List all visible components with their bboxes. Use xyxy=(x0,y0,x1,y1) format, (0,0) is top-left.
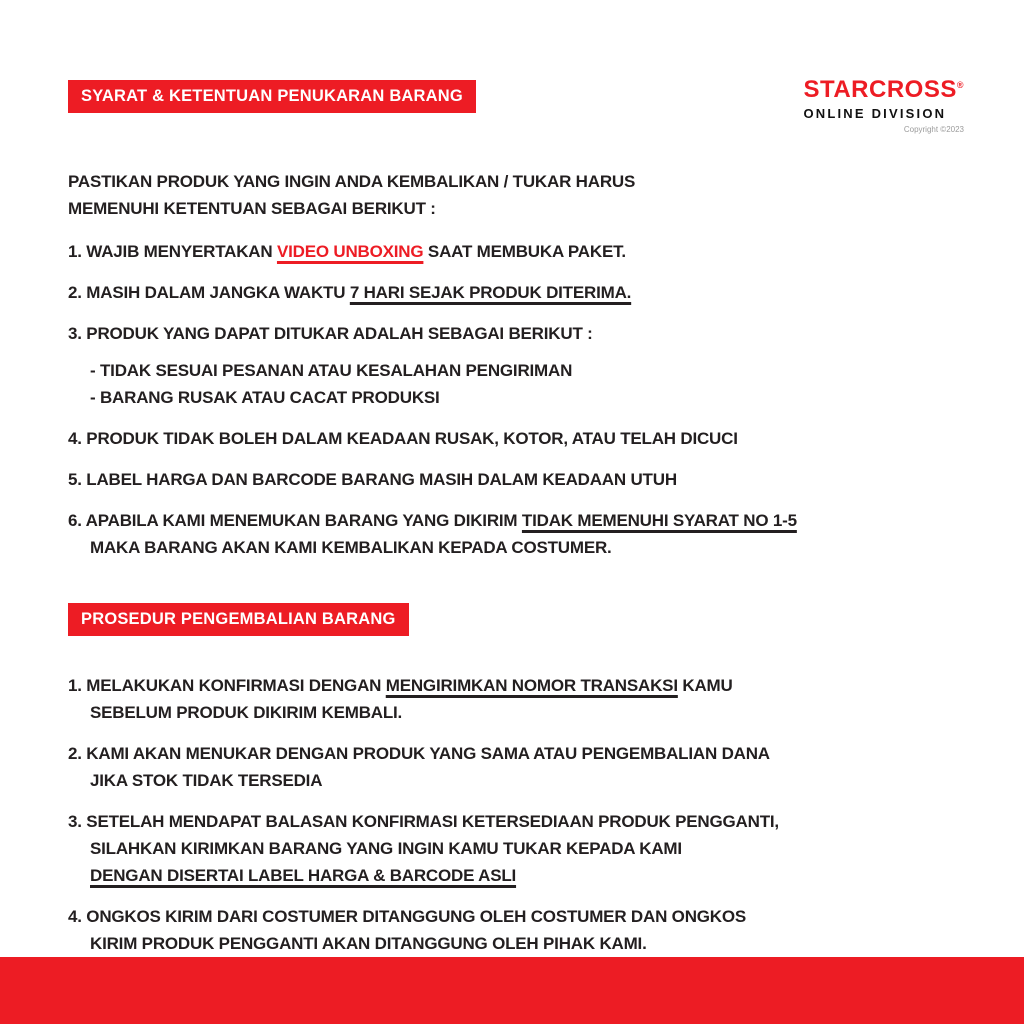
terms-item-6-pre: 6. APABILA KAMI MENEMUKAN BARANG YANG DIKIRIM xyxy=(68,511,522,530)
terms-item-3 xyxy=(68,320,964,411)
terms-item-1-pre: 1. WAJIB MENYERTAKAN xyxy=(68,242,277,261)
section-title-badge-terms: SYARAT & KETENTUAN PENUKARAN BARANG xyxy=(68,80,476,113)
brand-block xyxy=(803,78,964,134)
terms-item-5: 5. LABEL HARGA DAN BARCODE BARANG MASIH DALAM KEADAAN UTUH xyxy=(68,470,677,489)
section-title-badge-procedure: PROSEDUR PENGEMBALIAN BARANG xyxy=(68,603,409,636)
procedure-item-2-line1: 2. KAMI AKAN MENUKAR DENGAN PRODUK YANG SAMA ATAU PENGEMBALIAN DANA xyxy=(68,743,770,763)
procedure-item-1-line1 xyxy=(68,672,964,699)
procedure-section xyxy=(68,603,964,636)
terms-item-6-line2: MAKA BARANG AKAN KAMI KEMBALIKAN KEPADA COSTUMER. xyxy=(90,538,612,557)
terms-item-3-sub1: - TIDAK SESUAI PESANAN ATAU KESALAHAN PENGIRIMAN xyxy=(90,361,573,380)
procedure-item-4-line1: 4. ONGKOS KIRIM DARI COSTUMER DITANGGUNG OLEH COSTUMER DAN ONGKOS xyxy=(68,906,747,926)
terms-intro-line2: MEMENUHI KETENTUAN SEBAGAI BERIKUT : xyxy=(68,199,436,218)
brand-division-label: ONLINE DIVISION xyxy=(803,106,947,121)
procedure-item-1 xyxy=(68,672,964,726)
terms-item-1-post: SAAT MEMBUKA PAKET. xyxy=(423,242,626,261)
terms-item-2-underlined: 7 HARI SEJAK PRODUK DITERIMA. xyxy=(349,283,632,302)
procedure-item-1-line2: SEBELUM PRODUK DIKIRIM KEMBALI. xyxy=(90,702,403,722)
terms-item-2-pre: 2. MASIH DALAM JANGKA WAKTU xyxy=(68,283,350,302)
brand-copyright: Copyright ©2023 xyxy=(903,125,964,134)
terms-item-4: 4. PRODUK TIDAK BOLEH DALAM KEADAAN RUSAK, KOTOR, ATAU TELAH DICUCI xyxy=(68,429,738,448)
terms-item-6-line1 xyxy=(68,507,964,534)
terms-item-6 xyxy=(68,507,964,561)
procedure-item-1-underlined: MENGIRIMKAN NOMOR TRANSAKSI xyxy=(385,675,678,695)
procedure-item-3-line2: SILAHKAN KIRIMKAN BARANG YANG INGIN KAMU TUKAR KEPADA KAMI xyxy=(90,838,682,858)
brand-logo xyxy=(803,78,964,102)
terms-item-3-head: 3. PRODUK YANG DAPAT DITUKAR ADALAH SEBAGAI BERIKUT : xyxy=(68,324,593,343)
terms-item-3-sub2: - BARANG RUSAK ATAU CACAT PRODUKSI xyxy=(90,388,440,407)
procedure-item-4 xyxy=(68,903,964,957)
procedure-list xyxy=(68,672,964,957)
registered-trademark-symbol: ® xyxy=(956,80,964,90)
terms-item-1-highlight: VIDEO UNBOXING xyxy=(276,242,424,261)
procedure-item-3-line3 xyxy=(68,862,964,889)
terms-item-2 xyxy=(68,279,964,306)
bottom-red-bar xyxy=(0,957,1024,1024)
procedure-item-1-post: KAMU xyxy=(677,675,733,695)
brand-logo-text: STARCROSS xyxy=(803,76,957,103)
terms-item-1 xyxy=(68,238,964,265)
terms-item-6-underlined: TIDAK MEMENUHI SYARAT NO 1-5 xyxy=(521,511,797,530)
terms-intro xyxy=(68,168,964,222)
procedure-item-3-line1: 3. SETELAH MENDAPAT BALASAN KONFIRMASI KETERSEDIAAN PRODUK PENGGANTI, xyxy=(68,811,779,831)
procedure-item-3-underlined: DENGAN DISERTAI LABEL HARGA & BARCODE ASLI xyxy=(90,865,517,885)
procedure-item-2 xyxy=(68,740,964,794)
procedure-item-2-line2: JIKA STOK TIDAK TERSEDIA xyxy=(90,770,323,790)
procedure-item-4-line2: KIRIM PRODUK PENGGANTI AKAN DITANGGUNG OLEH PIHAK KAMI. xyxy=(90,933,647,953)
procedure-item-1-pre: 1. MELAKUKAN KONFIRMASI DENGAN xyxy=(68,675,386,695)
terms-intro-line1: PASTIKAN PRODUK YANG INGIN ANDA KEMBALIKAN / TUKAR HARUS xyxy=(68,172,636,191)
procedure-item-3 xyxy=(68,808,964,889)
header xyxy=(68,76,964,134)
